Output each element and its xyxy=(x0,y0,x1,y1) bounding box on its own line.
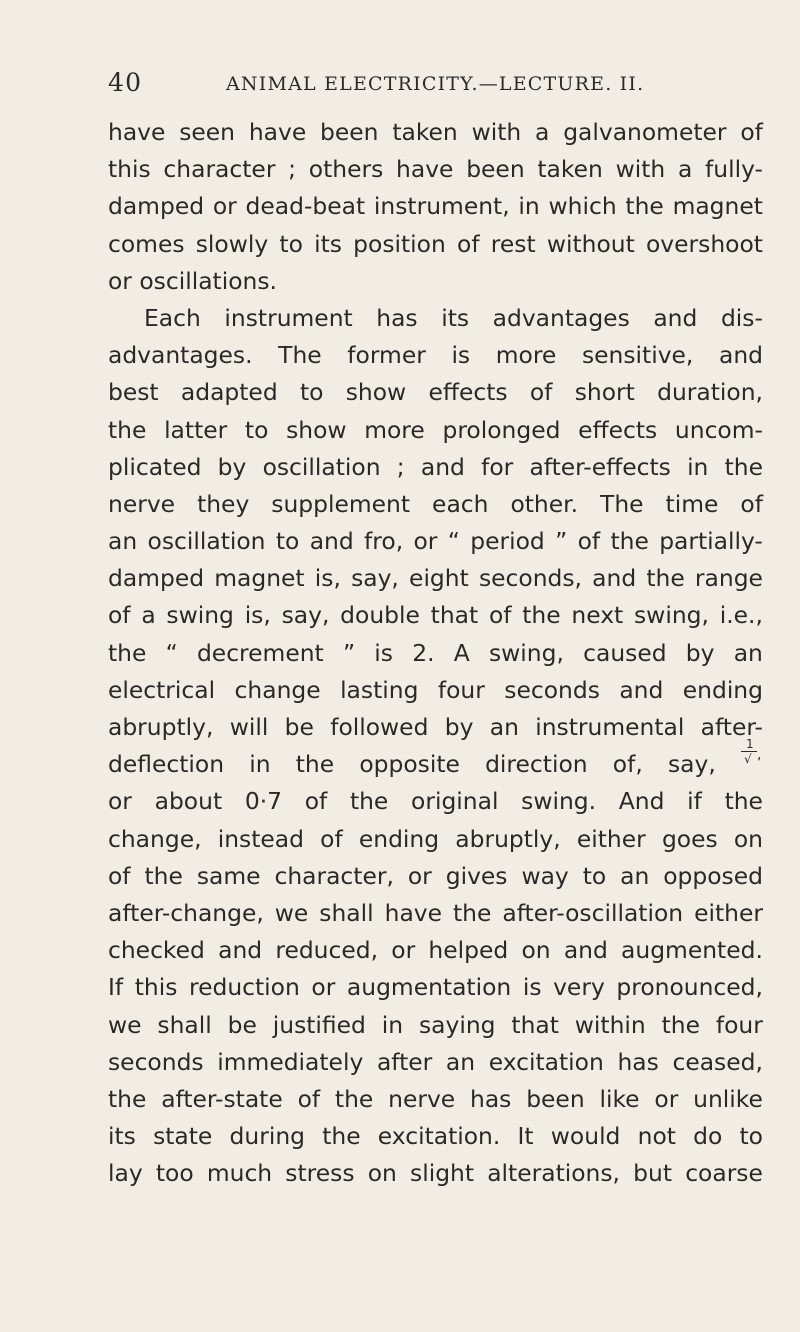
text-line: its state during the excitation. It would not do to xyxy=(108,1122,763,1151)
fraction xyxy=(741,737,763,768)
text-line: the latter to show more prolonged effects uncom- xyxy=(108,415,763,444)
text-line: If this reduction or augmentation is very pronounced, xyxy=(108,973,763,1002)
text-line: the after-state of the nerve has been like or unlike xyxy=(108,1084,763,1113)
body-text xyxy=(108,114,763,1192)
text-line: best adapted to show effects of short duration, xyxy=(108,378,763,407)
text-line: advantages. The former is more sensitive, and xyxy=(108,341,763,370)
fraction-comma: , xyxy=(756,747,762,764)
text-line-with-fraction: deflection in the opposite direction of, say, 1 √ , xyxy=(108,737,762,779)
text-line: of the same character, or gives way to an opposed xyxy=(108,861,763,890)
text-line: or oscillations. xyxy=(108,266,277,295)
text-line: the “ decrement ” is 2. A swing, caused by an xyxy=(108,638,763,667)
text-line: this character ; others have been taken with a fully- xyxy=(108,155,763,184)
text-line: of a swing is, say, double that of the next swing, i.e., xyxy=(108,601,763,630)
text-line: have seen have been taken with a galvanometer of xyxy=(108,118,763,146)
text-line: change, instead of ending abruptly, either goes on xyxy=(108,824,763,853)
text-line: comes slowly to its position of rest without overshoot xyxy=(108,229,763,258)
text-line: lay too much stress on slight alterations, but coarse xyxy=(108,1159,763,1188)
text-line: or about 0·7 of the original swing. And if the xyxy=(108,787,763,816)
page-number: 40 xyxy=(108,68,143,97)
text-line: damped or dead-beat instrument, in which the magnet xyxy=(108,192,763,221)
text-line: Each instrument has its advantages and dis- xyxy=(144,303,763,332)
text-line: seconds immediately after an excitation has ceased, xyxy=(108,1047,763,1076)
page-header xyxy=(108,68,768,108)
text-line: checked and reduced, or helped on and augmented. xyxy=(108,936,763,965)
text-line: abruptly, will be followed by an instrumental after- xyxy=(108,713,763,741)
text-line: after-change, we shall have the after-oscillation either xyxy=(108,898,763,927)
text-line: damped magnet is, say, eight seconds, and the range xyxy=(108,564,763,593)
text-line: electrical change lasting four seconds and ending xyxy=(108,675,763,704)
fraction-numerator: 1 xyxy=(745,737,754,752)
text-line: we shall be justified in saying that within the four xyxy=(108,1010,763,1039)
text-line: plicated by oscillation ; and for after-effects in the xyxy=(108,452,763,481)
text-line: nerve they supplement each other. The time of xyxy=(108,489,763,518)
fraction-denominator: √ xyxy=(743,752,752,767)
running-head: ANIMAL ELECTRICITY.—LECTURE. II. xyxy=(226,73,645,95)
text-line: an oscillation to and fro, or “ period ” of the partially- xyxy=(108,527,763,556)
